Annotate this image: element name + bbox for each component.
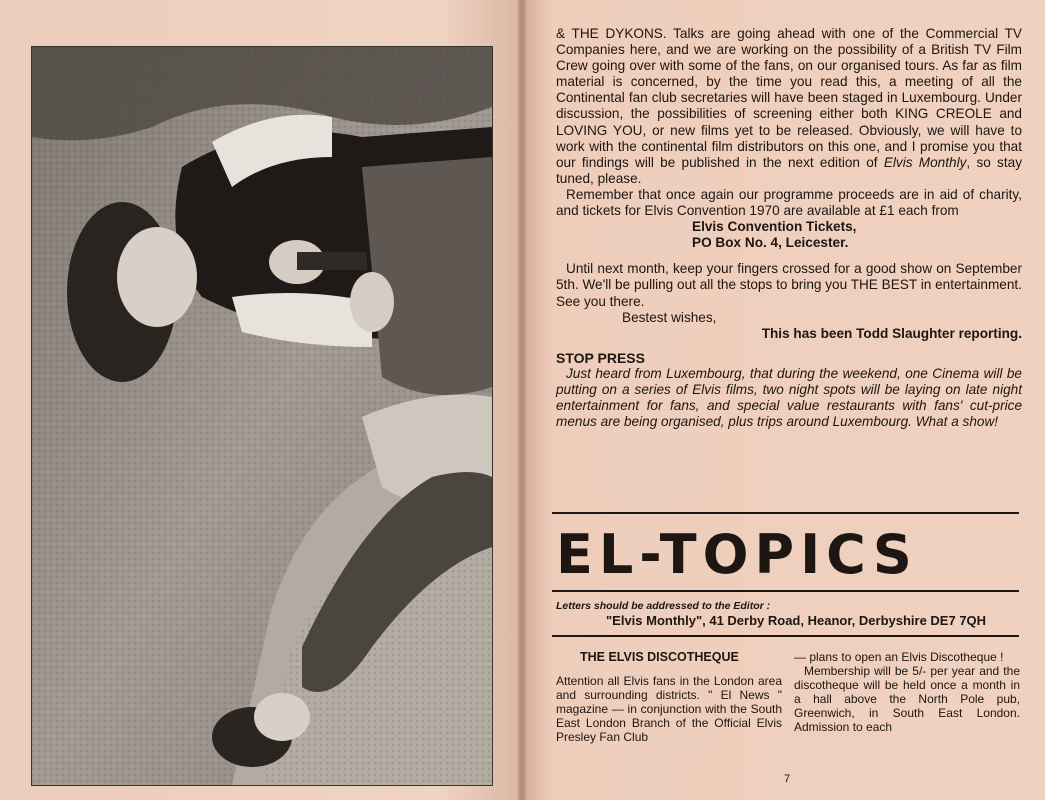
- signature: This has been Todd Slaughter reporting.: [761, 325, 1022, 341]
- article-column-1: [556, 650, 782, 744]
- article-title: THE ELVIS DISCOTHEQUE: [580, 650, 739, 664]
- address-line-1: Elvis Convention Tickets,: [692, 219, 857, 235]
- main-article: [556, 26, 1022, 430]
- magazine-title-italic: Elvis Monthly: [883, 154, 967, 170]
- signoff: Bestest wishes,: [622, 309, 717, 325]
- article-col2-text-a: — plans to open an Elvis Discotheque !: [794, 650, 1004, 664]
- paragraph-1: & THE DYKONS. Talks are going ahead with one of the Commercial TV Companies here, and we are working on the possibility of a British TV Film Crew going over with some of the fans, on our organised tours. As far as film material is concerned, by the time you read this, a meeting of all the Continental fan club secretaries will have been staged in Luxembourg. Under discussion, the possibilities of screening either both KING CREOLE and LOVING YOU, or new films yet to be released. Obviously, we will have to work with the continental film distributors on this one, and I promise you that our findings will be published in the next edition of Elvis Monthly, so stay tuned, please.: [556, 26, 1022, 186]
- photo-illustration: [32, 47, 492, 785]
- address-line-2: PO Box No. 4, Leicester.: [692, 235, 849, 251]
- editor-address: "Elvis Monthly", 41 Derby Road, Heanor, Derbyshire DE7 7QH: [606, 613, 987, 628]
- article-col1-text: Attention all Elvis fans in the London area and surrounding districts. " El News " magazine — in conjunction with the South East London Branch of the Official Elvis Presley Fan Club: [556, 674, 782, 744]
- ticket-address: [556, 219, 1022, 251]
- article-column-2: [794, 650, 1020, 734]
- stop-press-title: STOP PRESS: [556, 349, 645, 366]
- divider-top: [552, 512, 1019, 514]
- article-col2-text-b: Membership will be 5/- per year and the discotheque will be held once a month in a hall above the North Pole pub, Greenwich, in South East London. Admission to each: [794, 664, 1020, 734]
- paragraph-3: Until next month, keep your fingers crossed for a good show on September 5th. We'll be pulling out all the stops to bring you THE BEST in entertainment. See you there.: [556, 261, 1022, 309]
- letters-note: Letters should be addressed to the Editor :: [556, 600, 771, 612]
- divider-middle: [552, 590, 1019, 592]
- stop-press-text: Just heard from Luxembourg, that during the weekend, one Cinema will be putting on a series of Elvis films, two night spots will be laying on late night entertainment for fans, and special value restaurants with fans' cut-price menus are being organised, plus trips around Luxembourg. What a show!: [556, 365, 1022, 430]
- divider-bottom: [552, 635, 1019, 637]
- book-spine: [518, 0, 526, 800]
- film-still-photo: [31, 46, 493, 786]
- paragraph-2: Remember that once again our programme proceeds are in aid of charity, and tickets for Elvis Convention 1970 are available at £1 each from: [556, 186, 1022, 219]
- section-heading: EL-TOPICS: [556, 523, 918, 586]
- page-number: 7: [784, 773, 791, 785]
